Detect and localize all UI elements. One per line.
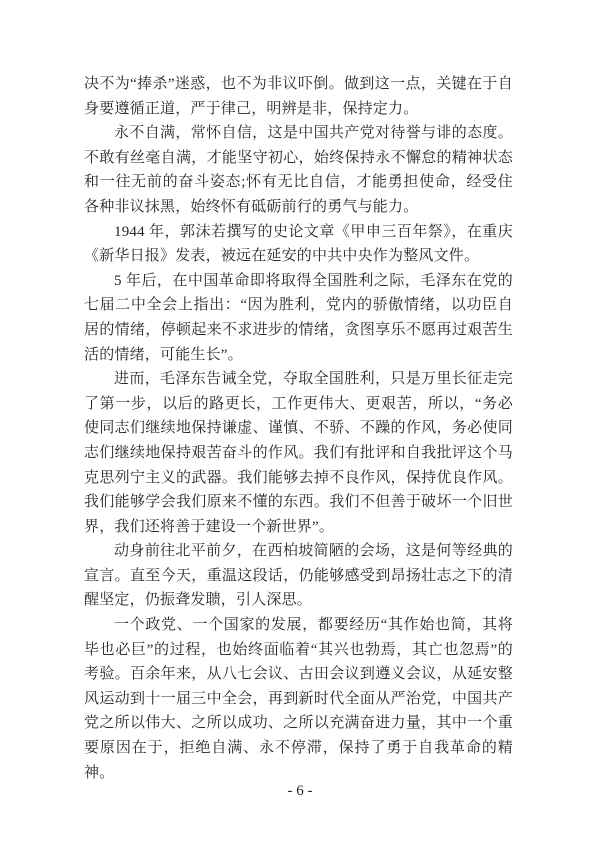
paragraph-2: 永不自满，常怀自信，这是中国共产党对待誉与诽的态度。不敢有丝毫自满，才能坚守初心，始终保持永不懈怠的精神状态和一往无前的奋斗姿态;怀有无比自信，才能勇担使命，经受住各种非议抹黑，始终怀有砥砺前行的勇气与能力。 xyxy=(84,125,513,215)
paragraph-7: 一个政党、一个国家的发展，都要经历“其作始也简，其将毕也必巨”的过程，也始终面临着“其兴也勃焉，其亡也忽焉”的考验。百余年来，从八七会议、古田会议到遵义会议，从延安整风运动到十一届三中全会，再到新时代全面从严治党，中国共产党之所以伟大、之所以成功、之所以充满奋进力量，其中一个重要原因在于，拒绝自满、永不停滞，保持了勇于自我革命的精神。 xyxy=(84,617,513,781)
paragraph-1: 决不为“捧杀”迷惑，也不为非议吓倒。做到这一点，关键在于自身要遵循正道，严于律己，明辨是非，保持定力。 xyxy=(84,76,513,117)
document-text-block xyxy=(84,72,513,785)
paragraph-4: 5 年后，在中国革命即将取得全国胜利之际，毛泽东在党的七届二中全会上指出：“因为胜利，党内的骄傲情绪，以功臣自居的情绪，停顿起来不求进步的情绪，贪图享乐不愿再过艰苦生活的情绪，可能生长”。 xyxy=(84,272,513,363)
paragraph-6: 动身前往北平前夕，在西柏坡简陋的会场，这是何等经典的宣言。直至今天，重温这段话，仍能够感受到昂扬壮志之下的清醒坚定，仍振聋发聩，引人深思。 xyxy=(84,543,513,609)
paragraph-3: 1944 年，郭沫若撰写的史论文章《甲申三百年祭》，在重庆《新华日报》发表，被远在延安的中共中央作为整风文件。 xyxy=(84,223,513,265)
page-number: - 6 - xyxy=(287,783,313,799)
paragraph-5: 进而，毛泽东告诫全党，夺取全国胜利，只是万里长征走完了第一步，以后的路更长，工作更伟大、更艰苦，所以，“务必使同志们继续地保持谦虚、谨慎、不骄、不躁的作风，务必使同志们继续地保持艰苦奋斗的作风。我们有批评和自我批评这个马克思列宁主义的武器。我们能够去掉不良作风，保持优良作风。我们能够学会我们原来不懂的东西。我们不但善于破坏一个旧世界，我们还将善于建设一个新世界”。 xyxy=(84,371,513,535)
